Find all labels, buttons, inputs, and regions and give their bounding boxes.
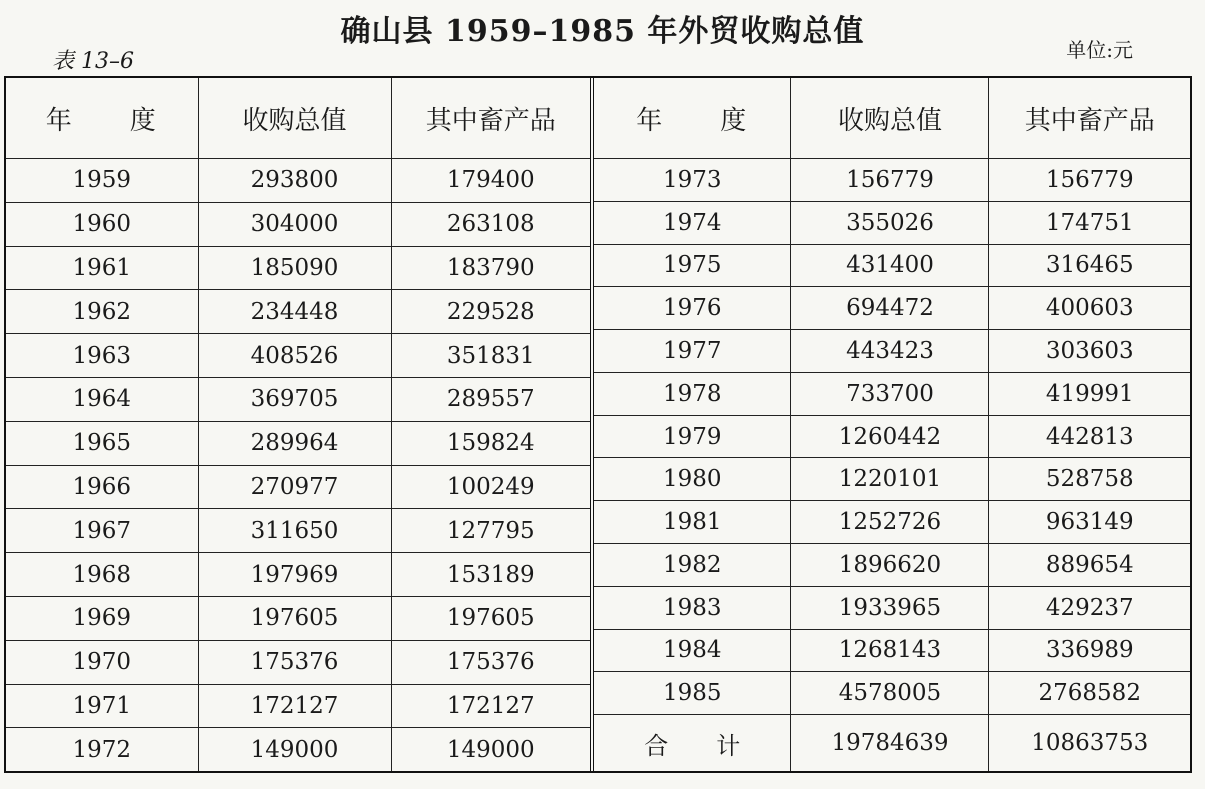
cell-year: 1975 [594, 244, 791, 287]
cell-total: 1268143 [791, 629, 989, 672]
cell-livestock: 174751 [989, 201, 1190, 244]
table-row [6, 421, 590, 465]
cell-year: 1977 [594, 330, 791, 373]
table-row [6, 553, 590, 597]
table-row [594, 330, 1190, 373]
table-row [594, 415, 1190, 458]
cell-year: 1961 [6, 246, 198, 290]
table-row [594, 586, 1190, 629]
cell-total: 355026 [791, 201, 989, 244]
cell-livestock: 179400 [391, 159, 590, 203]
cell-livestock: 175376 [391, 640, 590, 684]
cell-year: 1985 [594, 672, 791, 715]
cell-livestock: 156779 [989, 159, 1190, 202]
cell-total: 270977 [198, 465, 391, 509]
cell-year: 1979 [594, 415, 791, 458]
table-row [6, 465, 590, 509]
cell-livestock: 153189 [391, 553, 590, 597]
cell-total: 443423 [791, 330, 989, 373]
cell-total: 694472 [791, 287, 989, 330]
header-year: 年 度 [6, 78, 198, 159]
table-row [594, 501, 1190, 544]
cell-total: 733700 [791, 372, 989, 415]
cell-livestock: 429237 [989, 586, 1190, 629]
cell-total: 369705 [198, 377, 391, 421]
cell-year: 1972 [6, 728, 198, 771]
cell-livestock: 127795 [391, 509, 590, 553]
cell-livestock: 229528 [391, 290, 590, 334]
table-row [594, 372, 1190, 415]
table-row [594, 544, 1190, 587]
cell-livestock: 149000 [391, 728, 590, 771]
cell-total: 172127 [198, 684, 391, 728]
cell-livestock: 289557 [391, 377, 590, 421]
cell-total: 431400 [791, 244, 989, 287]
table-number: 表 13–6 [52, 49, 134, 74]
cell-total: 304000 [198, 202, 391, 246]
cell-year: 1959 [6, 159, 198, 203]
cell-total: 1252726 [791, 501, 989, 544]
table-right-half [594, 78, 1190, 771]
cell-year: 1973 [594, 159, 791, 202]
cell-livestock: 10863753 [989, 715, 1190, 771]
header-total: 收购总值 [791, 78, 989, 159]
cell-year: 1965 [6, 421, 198, 465]
cell-year: 1971 [6, 684, 198, 728]
table-row [594, 201, 1190, 244]
cell-total: 4578005 [791, 672, 989, 715]
cell-year: 1974 [594, 201, 791, 244]
table-row [6, 377, 590, 421]
cell-year: 1967 [6, 509, 198, 553]
table-row [594, 672, 1190, 715]
header-total: 收购总值 [198, 78, 391, 159]
table-row [6, 640, 590, 684]
cell-year: 1982 [594, 544, 791, 587]
cell-total: 408526 [198, 334, 391, 378]
table-row [594, 629, 1190, 672]
table-row [6, 290, 590, 334]
cell-livestock: 442813 [989, 415, 1190, 458]
header-row [6, 78, 590, 159]
cell-total: 19784639 [791, 715, 989, 771]
cell-total: 1260442 [791, 415, 989, 458]
cell-total: 185090 [198, 246, 391, 290]
cell-livestock: 316465 [989, 244, 1190, 287]
table-row [6, 509, 590, 553]
cell-livestock: 263108 [391, 202, 590, 246]
cell-livestock: 172127 [391, 684, 590, 728]
cell-livestock: 303603 [989, 330, 1190, 373]
cell-total: 149000 [198, 728, 391, 771]
cell-total: 197969 [198, 553, 391, 597]
cell-total: 1933965 [791, 586, 989, 629]
table-row [6, 596, 590, 640]
table-row [594, 159, 1190, 202]
cell-year: 1970 [6, 640, 198, 684]
cell-livestock: 963149 [989, 501, 1190, 544]
cell-year: 1963 [6, 334, 198, 378]
cell-total: 234448 [198, 290, 391, 334]
table-row [6, 202, 590, 246]
cell-livestock: 197605 [391, 596, 590, 640]
cell-year: 1978 [594, 372, 791, 415]
cell-total: 311650 [198, 509, 391, 553]
table-row [6, 684, 590, 728]
table-row [6, 159, 590, 203]
cell-total: 1896620 [791, 544, 989, 587]
cell-year: 1983 [594, 586, 791, 629]
table-row [594, 715, 1190, 771]
table-row [594, 287, 1190, 330]
cell-total: 156779 [791, 159, 989, 202]
table-row [6, 334, 590, 378]
cell-livestock: 2768582 [989, 672, 1190, 715]
unit-label: 单位:元 [1066, 38, 1133, 62]
cell-year: 1964 [6, 377, 198, 421]
data-table [4, 76, 1192, 773]
cell-livestock: 889654 [989, 544, 1190, 587]
cell-total: 293800 [198, 159, 391, 203]
cell-total: 175376 [198, 640, 391, 684]
cell-year: 1966 [6, 465, 198, 509]
cell-livestock: 351831 [391, 334, 590, 378]
header-row [594, 78, 1190, 159]
cell-total: 1220101 [791, 458, 989, 501]
table-left-half [6, 78, 594, 771]
cell-total: 197605 [198, 596, 391, 640]
cell-livestock: 183790 [391, 246, 590, 290]
cell-total: 289964 [198, 421, 391, 465]
page-title: 确山县 1959–1985 年外贸收购总值 [340, 14, 865, 49]
table-row [6, 246, 590, 290]
cell-year: 1981 [594, 501, 791, 544]
cell-year: 1969 [6, 596, 198, 640]
cell-livestock: 159824 [391, 421, 590, 465]
cell-livestock: 419991 [989, 372, 1190, 415]
header-livestock: 其中畜产品 [391, 78, 590, 159]
header-livestock: 其中畜产品 [989, 78, 1190, 159]
cell-year: 1962 [6, 290, 198, 334]
table-row [6, 728, 590, 771]
cell-year: 1976 [594, 287, 791, 330]
cell-year: 合 计 [594, 715, 791, 771]
header-year: 年 度 [594, 78, 791, 159]
cell-livestock: 400603 [989, 287, 1190, 330]
cell-year: 1980 [594, 458, 791, 501]
cell-livestock: 100249 [391, 465, 590, 509]
table-row [594, 458, 1190, 501]
table-row [594, 244, 1190, 287]
cell-livestock: 336989 [989, 629, 1190, 672]
cell-year: 1968 [6, 553, 198, 597]
cell-livestock: 528758 [989, 458, 1190, 501]
cell-year: 1984 [594, 629, 791, 672]
cell-year: 1960 [6, 202, 198, 246]
